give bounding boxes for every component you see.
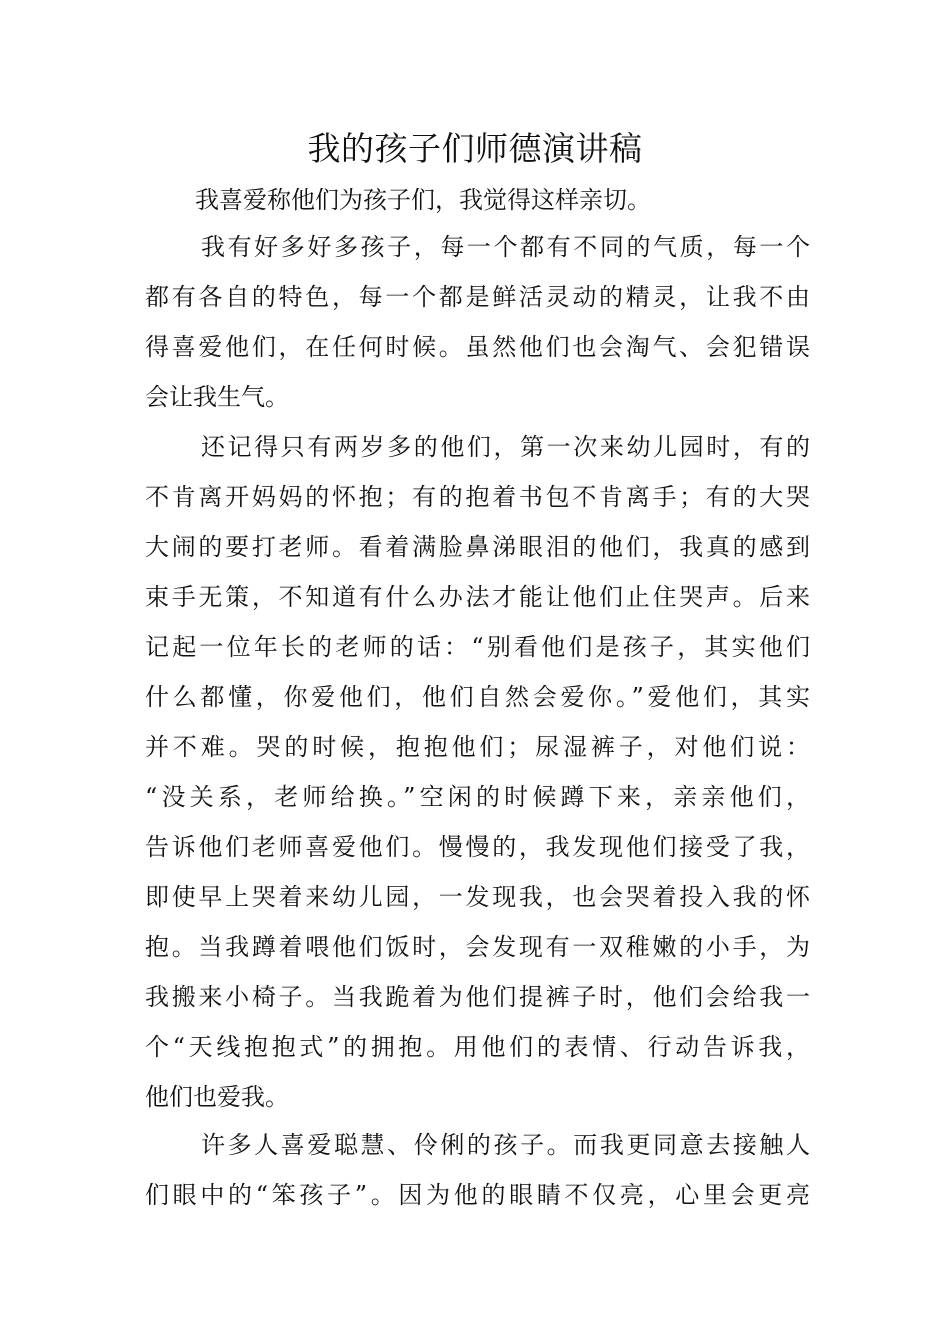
text-line: 他们也爱我。 [145,1083,289,1111]
page-title: 我的孩子们师德演讲稿 [307,129,643,168]
text-line: 会让我生气。 [145,383,289,411]
text-line: 们眼中的“笨孩子”。因为他的眼睛不仅亮，心里会更亮 [145,1181,810,1209]
paragraph-1 [145,222,810,422]
paragraph-3 [145,1120,810,1220]
intro-line: 我喜爱称他们为孩子们，我觉得这样亲切。 [195,186,651,214]
text-line: 得喜爱他们，在任何时候。虽然他们也会淘气、会犯错误 [145,333,810,361]
text-line: 大闹的要打老师。看着满脸鼻涕眼泪的他们，我真的感到 [145,533,810,561]
text-line: 都有各自的特色，每一个都是鲜活灵动的精灵，让我不由 [145,283,810,311]
text-line: 束手无策，不知道有什么办法才能让他们止住哭声。后来 [145,583,810,611]
text-line: “没关系，老师给换。”空闲的时候蹲下来，亲亲他们， [145,783,810,811]
text-line: 抱。当我蹲着喂他们饭时，会发现有一双稚嫩的小手，为 [145,933,810,961]
text-line: 不肯离开妈妈的怀抱；有的抱着书包不肯离手；有的大哭 [145,483,810,511]
text-line: 我有好多好多孩子，每一个都有不同的气质，每一个 [201,233,810,261]
text-line: 个“天线抱抱式”的拥抱。用他们的表情、行动告诉我， [145,1033,810,1061]
paragraph-2 [145,422,810,1122]
text-line: 即使早上哭着来幼儿园，一发现我，也会哭着投入我的怀 [145,883,810,911]
text-line: 记起一位年长的老师的话：“别看他们是孩子，其实他们 [145,633,810,661]
text-line: 并不难。哭的时候，抱抱他们；尿湿裤子，对他们说： [145,733,810,761]
text-line: 许多人喜爱聪慧、伶俐的孩子。而我更同意去接触人 [201,1131,810,1159]
text-line: 我搬来小椅子。当我跪着为他们提裤子时，他们会给我一 [145,983,810,1011]
text-line: 告诉他们老师喜爱他们。慢慢的，我发现他们接受了我， [145,833,810,861]
text-line: 什么都懂，你爱他们，他们自然会爱你。”爱他们，其实 [145,683,810,711]
text-line: 还记得只有两岁多的他们，第一次来幼儿园时，有的 [201,433,810,461]
